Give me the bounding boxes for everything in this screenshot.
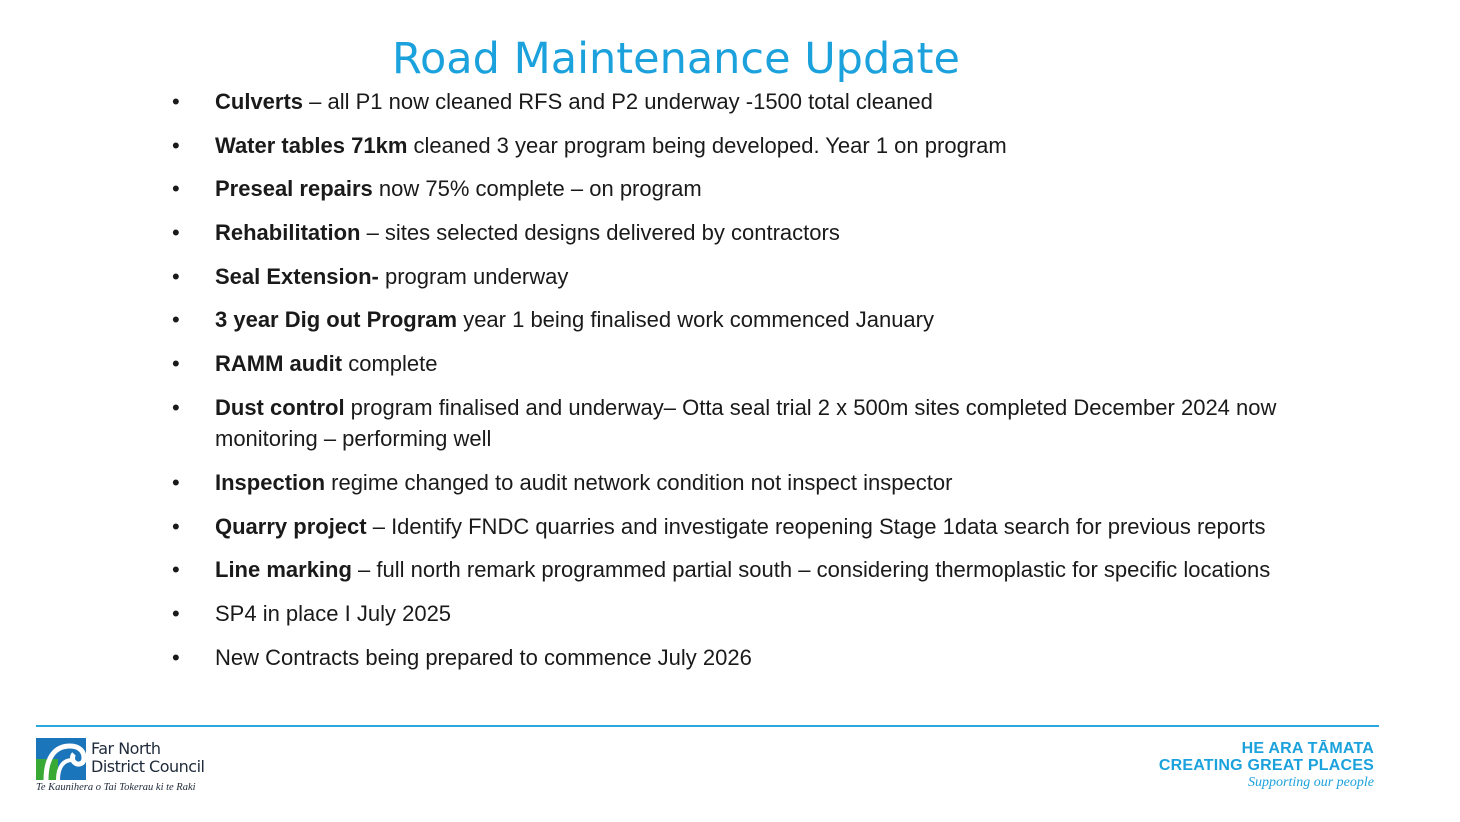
bullet-dot: • <box>172 644 180 670</box>
bullet-dot: • <box>172 263 180 289</box>
bullet-dot: • <box>172 351 180 377</box>
bullet-item <box>172 511 1312 543</box>
bullet-dot: • <box>172 89 180 114</box>
bullet-dot: • <box>172 220 180 246</box>
bullet-text: New Contracts being prepared to commence July 2026 <box>215 644 752 670</box>
council-emblem-icon <box>36 738 86 780</box>
bullet-heading: Water tables 71km <box>215 132 408 158</box>
slogan-line3: Supporting our people <box>1248 775 1374 790</box>
bullet-text: program underway <box>378 263 569 289</box>
council-name <box>91 740 204 776</box>
bullet-text: – Identify FNDC quarries and investigate reopening Stage 1data search for previous reports <box>366 513 1266 539</box>
bullet-item <box>172 130 1312 162</box>
bullet-item <box>172 217 1312 249</box>
bullet-item <box>172 598 1312 630</box>
bullet-heading: Line marking <box>215 557 352 583</box>
bullet-text: complete <box>342 351 438 377</box>
bullet-text: – sites selected designs delivered by contractors <box>360 220 840 246</box>
bullet-item <box>172 304 1312 336</box>
bullet-heading: Dust control <box>215 394 345 420</box>
bullet-text: program finalised and underway– Otta seal trial 2 x 500m sites completed December 2024 now monitoring – performing well <box>215 394 1277 452</box>
bullet-item <box>172 86 1312 118</box>
bullet-text: year 1 being finalised work commenced January <box>457 307 934 333</box>
council-name-line1: Far North <box>91 739 161 758</box>
bullet-item <box>172 642 1312 674</box>
slogan-line1: HE ARA TĀMATA <box>1241 740 1374 757</box>
bullet-dot: • <box>172 132 180 158</box>
bullet-dot: • <box>172 557 180 583</box>
bullet-dot: • <box>172 176 180 202</box>
slide-title: Road Maintenance Update <box>392 34 960 84</box>
bullet-text: cleaned 3 year program being developed. Year 1 on program <box>407 132 1007 158</box>
bullet-heading: Quarry project <box>215 513 367 539</box>
bullet-dot: • <box>172 513 180 539</box>
bullet-heading: RAMM audit <box>215 351 343 377</box>
bullet-item <box>172 348 1312 380</box>
council-logo <box>36 738 216 798</box>
slogan-logo <box>1114 740 1374 791</box>
council-name-line2: District Council <box>91 757 205 776</box>
bullet-heading: Seal Extension- <box>215 263 379 289</box>
bullet-text: – all P1 now cleaned RFS and P2 underway -1500 total cleaned <box>303 89 933 114</box>
slogan-line2: CREATING GREAT PLACES <box>1158 757 1374 774</box>
bullet-dot: • <box>172 601 180 627</box>
footer-divider <box>36 725 1379 727</box>
bullet-heading: 3 year Dig out Program <box>215 307 458 333</box>
bullet-text: – full north remark programmed partial south – considering thermoplastic for specific locations <box>351 557 1271 583</box>
bullet-dot: • <box>172 307 180 333</box>
bullet-heading: Rehabilitation <box>215 220 361 246</box>
bullet-item <box>172 173 1312 205</box>
bullet-text: regime changed to audit network condition not inspect inspector <box>325 470 953 495</box>
bullet-dot: • <box>172 470 180 495</box>
bullet-heading: Culverts <box>215 89 304 114</box>
bullet-text: SP4 in place I July 2025 <box>215 601 452 627</box>
bullet-item <box>172 392 1312 455</box>
bullet-list <box>172 86 1312 685</box>
bullet-item <box>172 261 1312 293</box>
bullet-heading: Inspection <box>215 470 326 495</box>
bullet-text: now 75% complete – on program <box>372 176 702 202</box>
bullet-item <box>172 467 1312 499</box>
bullet-item <box>172 554 1312 586</box>
council-tagline: Te Kaunihera o Tai Tokerau ki te Raki <box>36 782 196 793</box>
bullet-dot: • <box>172 394 180 420</box>
bullet-heading: Preseal repairs <box>215 176 373 202</box>
